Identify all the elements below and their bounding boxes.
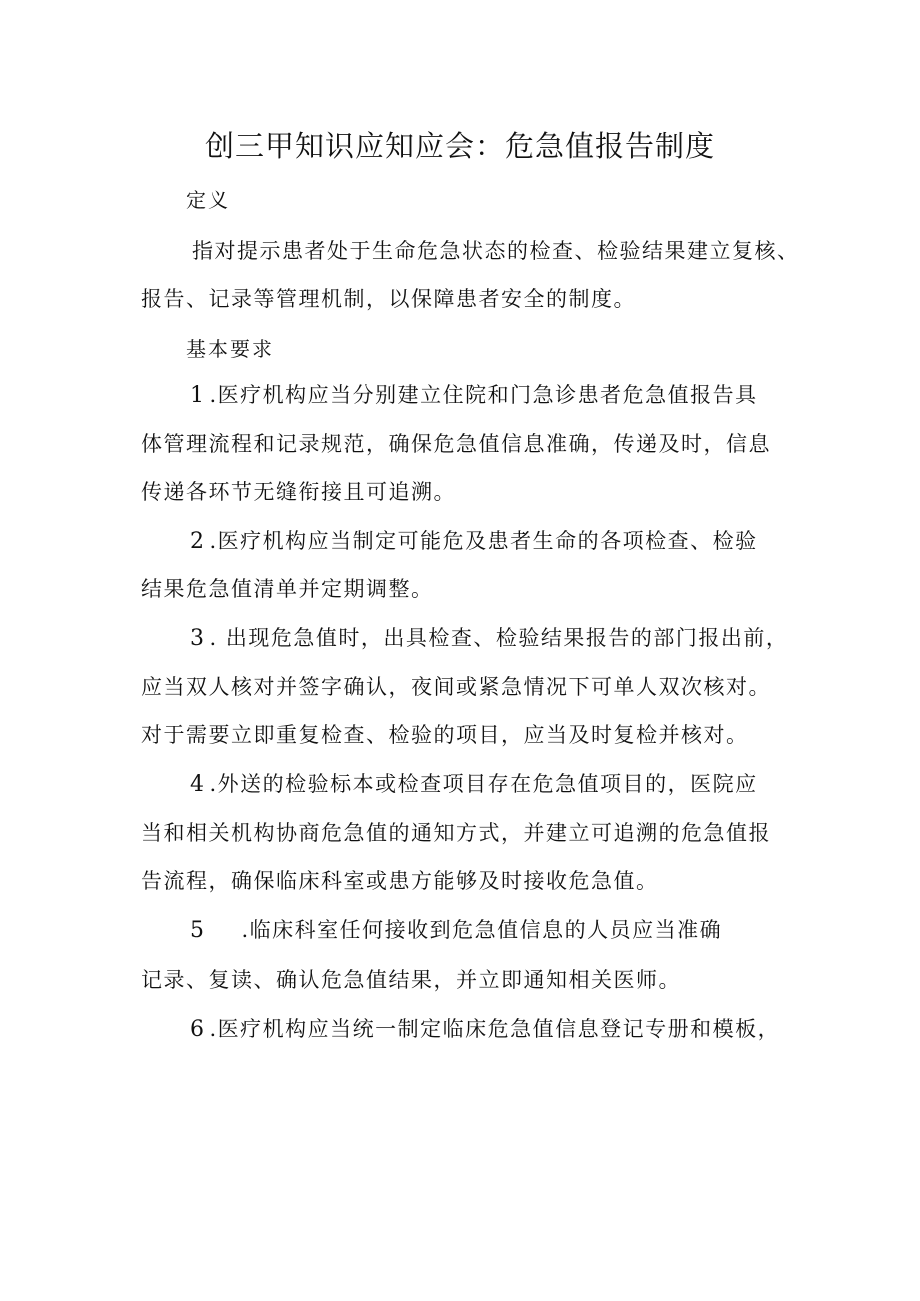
item-number: 5 — [190, 918, 206, 943]
item-text: .医疗机构应当制定可能危及患者生命的各项检查、检验 — [209, 529, 758, 553]
item-number: 6 — [190, 1017, 206, 1042]
item-number: 3 — [190, 626, 206, 651]
list-item-2-line: 结果危急值清单并定期调整。 — [141, 577, 434, 601]
list-item-1-first-line — [190, 385, 758, 407]
list-item-1-line: 体管理流程和记录规范，确保危急值信息准确，传递及时，信息 — [141, 432, 771, 456]
definition-line: 报告、记录等管理机制，以保障患者安全的制度。 — [141, 287, 636, 311]
item-text: .外送的检验标本或检查项目存在危急值项目的，医院应 — [209, 772, 758, 796]
item-text: .临床科室任何接收到危急值信息的人员应当准确 — [241, 918, 723, 942]
item-text: .医疗机构应当分别建立住院和门急诊患者危急值报告具 — [209, 383, 758, 407]
list-item-4-first-line — [190, 774, 758, 796]
document-title: 创三甲知识应知应会：危急值报告制度 — [204, 129, 715, 163]
list-item-4-line: 当和相关机构协商危急值的通知方式，并建立可追溯的危急值报 — [141, 821, 771, 845]
item-number: 1 — [190, 383, 206, 408]
list-item-5-line: 记录、复读、确认危急值结果，并立即通知相关医师。 — [141, 968, 681, 992]
item-number: 4 — [190, 772, 206, 797]
list-item-3-line: 应当双人核对并签字确认，夜间或紧急情况下可单人双次核对。 — [141, 675, 771, 699]
list-item-1-line: 传递各环节无缝衔接且可追溯。 — [141, 480, 456, 504]
list-item-3-line: 对于需要立即重复检查、检验的项目，应当及时复检并核对。 — [141, 723, 749, 747]
definition-heading: 定义 — [186, 188, 230, 212]
list-item-5-first-line — [190, 920, 722, 942]
list-item-4-line: 告流程，确保临床科室或患方能够及时接收危急值。 — [141, 869, 659, 893]
list-item-2-first-line — [190, 531, 758, 553]
requirements-heading: 基本要求 — [186, 337, 274, 361]
item-text: . 出现危急值时，出具检查、检验结果报告的部门报出前， — [209, 626, 789, 650]
definition-line: 指对提示患者处于生命危急状态的检查、检验结果建立复核、 — [192, 239, 800, 263]
item-text: .医疗机构应当统一制定临床危急值信息登记专册和模板， — [209, 1017, 781, 1041]
item-number: 2 — [190, 529, 206, 554]
list-item-3-first-line — [190, 628, 788, 650]
list-item-6-first-line — [190, 1019, 780, 1041]
